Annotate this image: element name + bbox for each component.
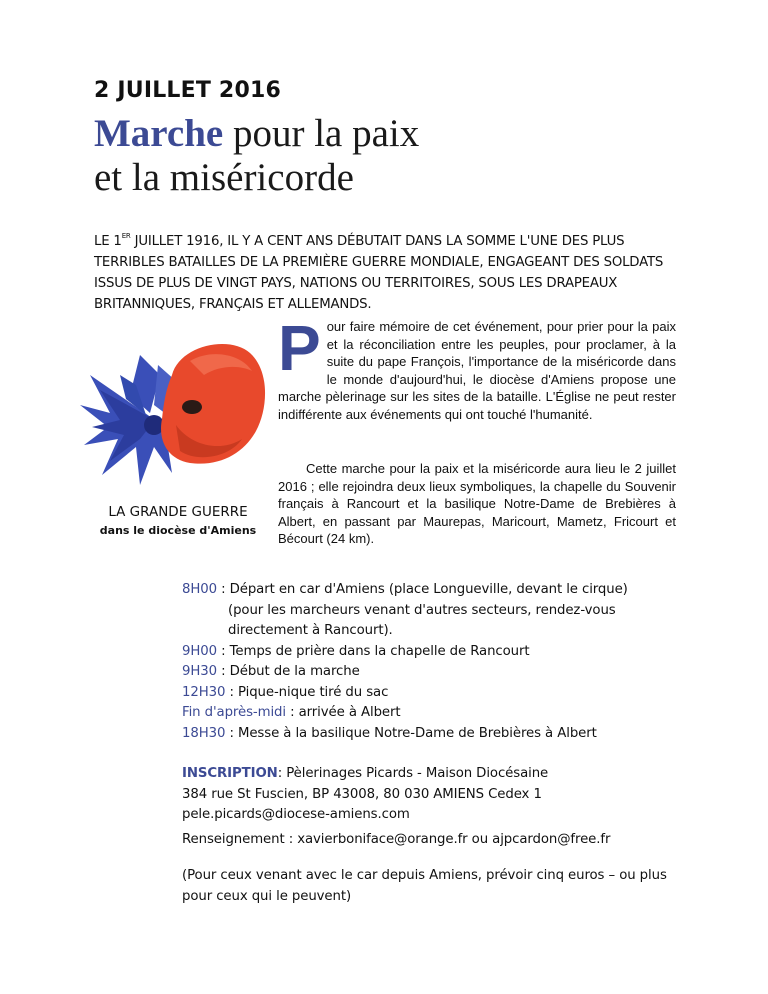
title-highlight: Marche [94, 112, 224, 155]
price-note: (Pour ceux venant avec le car depuis Amiens, prévoir cinq euros – ou plus pour ceux qui le peuvent) [182, 868, 667, 904]
body-paragraph-2: Cette marche pour la paix et la miséricorde aura lieu le 2 juillet 2016 ; elle rejoindra deux lieux symboliques, la chapelle du Souvenir français à Rancourt et la basilique Notre-Dame de Brebières à Albert, en passant par Maurepas, Maricourt, Mametz, Fricourt et Bécourt (24 km). [278, 461, 676, 546]
intro-sup: ER [121, 232, 131, 240]
schedule-time: 8H00 [182, 582, 217, 597]
intro-start: LE 1 [94, 234, 122, 249]
schedule-item [182, 703, 682, 724]
schedule-item [182, 683, 682, 704]
schedule-text: : Début de la marche [216, 664, 360, 679]
inscription-block [182, 764, 682, 826]
schedule-text: : Départ en car d'Amiens (place Longueville, devant le cirque) [216, 582, 628, 597]
schedule-text: : Messe à la basilique Notre-Dame de Brebières à Albert [225, 725, 597, 741]
schedule-time: 9H00 [182, 643, 217, 659]
intro-paragraph [94, 226, 684, 315]
poppy-icon [161, 344, 265, 464]
cornflower-icon [80, 355, 176, 485]
schedule-time: Fin d'après-midi [182, 705, 286, 720]
schedule-extra: (pour les marcheurs venant d'autres secteurs, rendez-vous directement à Rancourt). [228, 602, 616, 638]
intro-rest: JUILLET 1916, IL Y A CENT ANS DÉBUTAIT DANS LA SOMME L'UNE DES PLUS TERRIBLES BATAILLES DE LA PREMIÈRE GUERRE MONDIALE, ENGAGEANT DES SOLDATS ISSUS DE PLUS DE VINGT PAYS, NATIONS OU TERRITOIRES, SOUS LES DRAPEAUX BRITANNIQUES, FRANÇAIS ET ALLEMANDS. [94, 234, 664, 312]
schedule-text: : Temps de prière dans la chapelle de Rancourt [216, 643, 530, 659]
drop-cap: P [278, 312, 321, 384]
event-date: 2 JUILLET 2016 [94, 78, 281, 103]
title-line1: pour la paix [223, 112, 420, 155]
schedule-time: 12H30 [182, 684, 226, 700]
inscription-org: : Pèlerinages Picards - Maison Diocésaine [277, 766, 549, 781]
renseignement-line: Renseignement : xavierboniface@orange.fr ou ajpcardon@free.fr [182, 832, 611, 847]
inscription-label: INSCRIPTION [182, 766, 278, 781]
caption-main: LA GRANDE GUERRE [108, 504, 248, 520]
schedule-item [182, 662, 682, 683]
schedule-text: : arrivée à Albert [285, 705, 401, 720]
title-line2: et la miséricorde [94, 156, 354, 199]
schedule-item [182, 642, 682, 663]
page-title [94, 112, 654, 200]
schedule-item [182, 724, 682, 745]
schedule-time: 18H30 [182, 725, 226, 741]
body-paragraph-1 [278, 312, 676, 423]
logo-caption [86, 502, 270, 540]
schedule-text: : Pique-nique tiré du sac [225, 684, 389, 700]
inscription-address: 384 rue St Fuscien, BP 43008, 80 030 AMIENS Cedex 1 [182, 786, 542, 802]
cornflower-poppy-icon [80, 335, 270, 495]
inscription-line1 [182, 764, 682, 785]
schedule-list [182, 580, 682, 744]
schedule-time: 9H30 [182, 664, 217, 679]
schedule-item [182, 580, 682, 642]
inscription-email: pele.picards@diocese-amiens.com [182, 807, 410, 822]
caption-sub: dans le diocèse d'Amiens [99, 524, 257, 537]
paragraph1-text: our faire mémoire de cet événement, pour prier pour la paix et la réconciliation entre les peuples, pour proclamer, à la suite du pape François, l'importance de la miséricorde dans le monde d'aujourd'hui, le diocèse d'Amiens propose une marche pèlerinage sur les sites de la bataille. L'Église ne peut rester indifférente aux événements qui ont touché l'humanité. [278, 319, 676, 422]
